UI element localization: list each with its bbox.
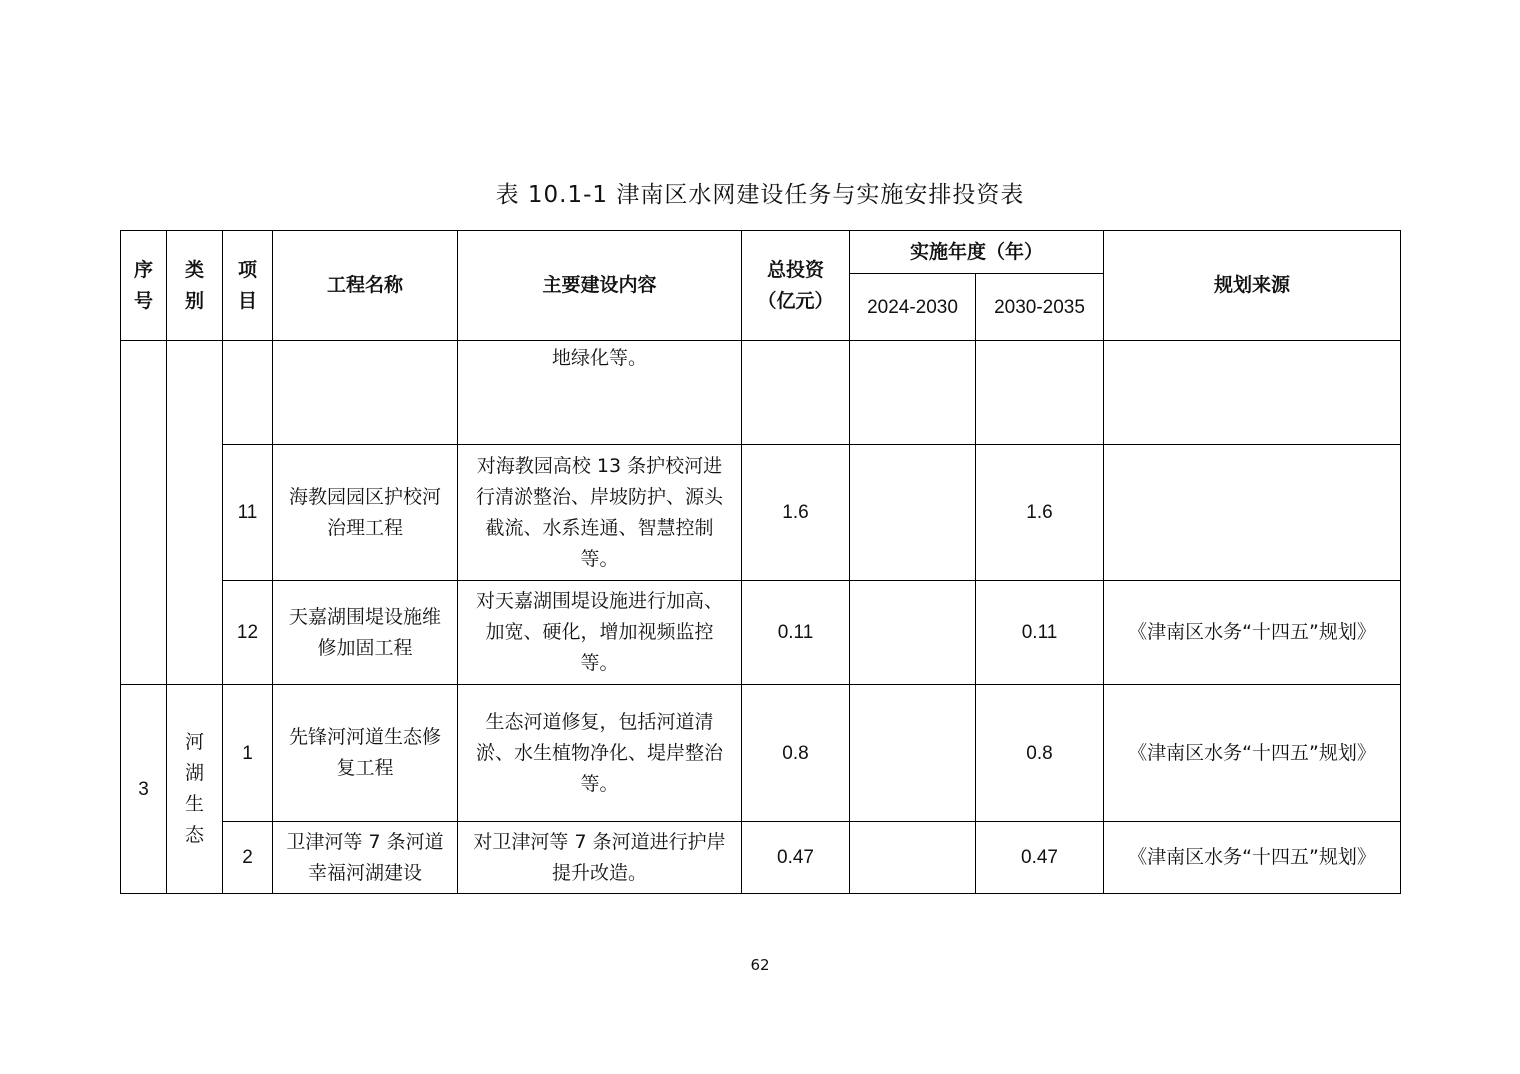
- cell-seq: 3: [121, 685, 167, 894]
- cell-p2: 1.6: [976, 445, 1104, 581]
- cell-total: 0.8: [742, 685, 850, 822]
- header-period-b: 2030-2035: [976, 274, 1104, 341]
- cell-content: 对卫津河等 7 条河道进行护岸提升改造。: [458, 822, 742, 894]
- cell-source: [1104, 341, 1401, 445]
- cell-category: [167, 341, 223, 685]
- header-investment: 总投资 （亿元）: [742, 231, 850, 341]
- table-title: 表 10.1-1 津南区水网建设任务与实施安排投资表: [495, 182, 1025, 208]
- cell-content: 对海教园高校 13 条护校河进行清淤整治、岸坡防护、源头截流、水系连通、智慧控制等。: [458, 445, 742, 581]
- cell-name: [273, 341, 458, 445]
- cell-category: 河湖生态: [167, 685, 223, 894]
- cell-name: 海教园园区护校河治理工程: [273, 445, 458, 581]
- cell-p2: 0.8: [976, 685, 1104, 822]
- cell-content: 生态河道修复，包括河道清淤、水生植物净化、堤岸整治等。: [458, 685, 742, 822]
- header-source: 规划来源: [1104, 231, 1401, 341]
- cell-item: 2: [223, 822, 273, 894]
- table-row: [121, 685, 1401, 822]
- cell-source: 《津南区水务“十四五”规划》: [1104, 822, 1401, 894]
- cell-p2: 0.11: [976, 581, 1104, 685]
- header-row: [121, 231, 1401, 274]
- cell-total: 0.47: [742, 822, 850, 894]
- cell-p1: [850, 581, 976, 685]
- header-content: 主要建设内容: [458, 231, 742, 341]
- header-period: 实施年度（年）: [850, 231, 1104, 274]
- header-period-a: 2024-2030: [850, 274, 976, 341]
- header-project-name: 工程名称: [273, 231, 458, 341]
- cell-name: 卫津河等 7 条河道幸福河湖建设: [273, 822, 458, 894]
- cell-name: 先锋河河道生态修复工程: [273, 685, 458, 822]
- cell-item: 12: [223, 581, 273, 685]
- cell-item: [223, 341, 273, 445]
- cell-total: 0.11: [742, 581, 850, 685]
- header-item: 项目: [223, 231, 273, 341]
- cell-content: 对天嘉湖围堤设施进行加高、加宽、硬化，增加视频监控等。: [458, 581, 742, 685]
- cell-item: 1: [223, 685, 273, 822]
- table-row: [121, 341, 1401, 445]
- table-row: [121, 581, 1401, 685]
- cell-total: 1.6: [742, 445, 850, 581]
- cell-total: [742, 341, 850, 445]
- cell-p2: [976, 341, 1104, 445]
- cell-source: 《津南区水务“十四五”规划》: [1104, 581, 1401, 685]
- investment-table: [120, 230, 1401, 894]
- cell-name: 天嘉湖围堤设施维修加固工程: [273, 581, 458, 685]
- cell-p1: [850, 445, 976, 581]
- header-seq: 序号: [121, 231, 167, 341]
- cell-p1: [850, 341, 976, 445]
- header-category: 类别: [167, 231, 223, 341]
- page-number: 62: [750, 956, 770, 974]
- cell-p1: [850, 822, 976, 894]
- cell-p1: [850, 685, 976, 822]
- cell-source: 《津南区水务“十四五”规划》: [1104, 685, 1401, 822]
- table-row: [121, 445, 1401, 581]
- cell-item: 11: [223, 445, 273, 581]
- cell-seq: [121, 341, 167, 685]
- table-row: [121, 822, 1401, 894]
- cell-p2: 0.47: [976, 822, 1104, 894]
- cell-source: [1104, 445, 1401, 581]
- cell-content: 地绿化等。: [458, 341, 742, 445]
